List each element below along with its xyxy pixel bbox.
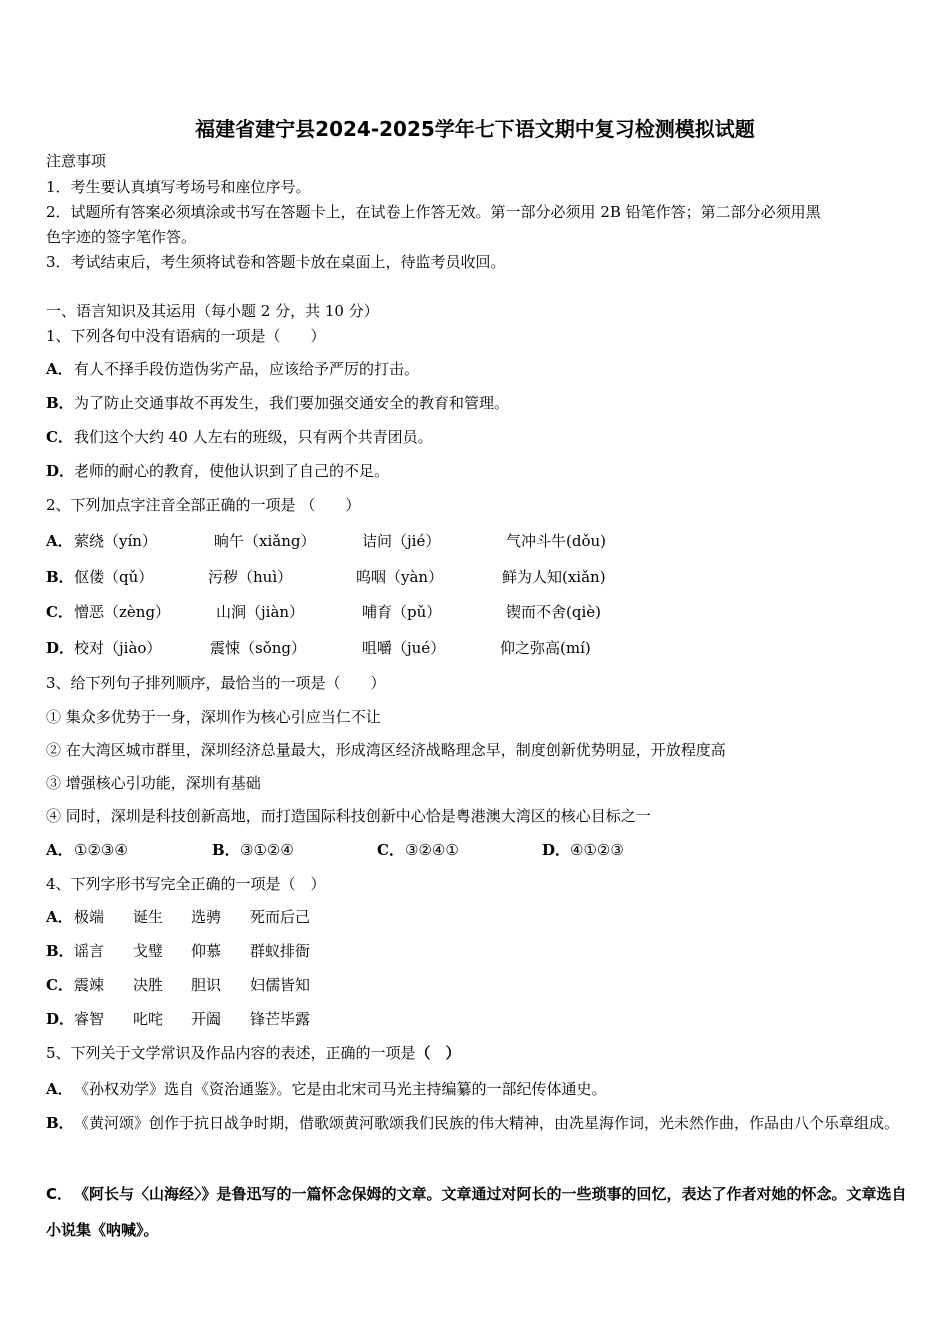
notice-item: 2．试题所有答案必须填涂或书写在答题卡上，在试卷上作答无效。第一部分必须用 2B 铅笔作答；第二部分必须用黑 xyxy=(46,203,821,221)
option-label: B． xyxy=(212,841,240,859)
notice-item: 1．考生要认真填写考场号和座位序号。 xyxy=(46,178,311,196)
option-label: C． xyxy=(377,841,404,859)
option-label: D． xyxy=(46,639,75,657)
option-label: C． xyxy=(46,603,73,621)
notice-item: 3．考试结束后，考生须将试卷和答题卡放在桌面上，待监考员收回。 xyxy=(46,253,506,271)
q4-row-b xyxy=(46,941,74,961)
q4-word: 仰慕 xyxy=(191,942,222,960)
option-label: C． xyxy=(46,976,73,994)
q1-option-c xyxy=(46,427,433,447)
q4-row-a xyxy=(46,907,74,927)
q2-row-b-item: 伛偻（qǔ） xyxy=(74,568,154,586)
q4-word: 胆识 xyxy=(191,976,222,994)
q2-row-d-item: 咀嚼（jué） xyxy=(362,639,446,657)
notice-heading: 注意事项 xyxy=(46,152,107,170)
q3-option-d xyxy=(542,840,624,860)
q1-option-b xyxy=(46,393,509,413)
q2-row-d-item: 校对（jiào） xyxy=(74,639,162,657)
q2-row-a-item: 萦绕（yín） xyxy=(74,532,157,550)
q4-word: 锋芒毕露 xyxy=(250,1010,311,1028)
option-label: A． xyxy=(46,908,73,926)
q2-row-b-item: 鲜为人知(xiǎn) xyxy=(502,568,606,586)
option-label: A． xyxy=(46,1080,73,1098)
q2-row-b-item: 呜咽（yàn） xyxy=(356,568,444,586)
q4-word: 谣言 xyxy=(74,942,105,960)
question-2-stem: 2、下列加点字注音全部正确的一项是 （ ） xyxy=(46,496,361,514)
q3-option-a xyxy=(46,840,128,860)
q3-option-b xyxy=(212,840,294,860)
q4-row-c xyxy=(46,975,74,995)
option-label: B． xyxy=(46,394,74,412)
option-text: 有人不择手段仿造伪劣产品，应该给予严厉的打击。 xyxy=(74,360,420,378)
q2-row-c-item: 山涧（jiàn） xyxy=(216,603,305,621)
option-label: B． xyxy=(46,1114,74,1132)
q1-option-a xyxy=(46,359,419,379)
option-text: 我们这个大约 40 人左右的班级，只有两个共青团员。 xyxy=(74,428,433,446)
q3-sentence: ① 集众多优势于一身，深圳作为核心引应当仁不让 xyxy=(46,708,381,726)
option-text: 为了防止交通事故不再发生，我们要加强交通安全的教育和管理。 xyxy=(74,394,510,412)
q4-word: 死而后己 xyxy=(250,908,311,926)
option-label: B． xyxy=(46,568,74,586)
q5-option-c xyxy=(46,1176,908,1248)
q2-row-b-label xyxy=(46,567,74,587)
q2-row-a-item: 晌午（xiǎng） xyxy=(214,532,316,550)
option-text: ③①②④ xyxy=(240,841,294,859)
option-text: 《孙权劝学》选自《资治通鉴》。它是由北宋司马光主持编纂的一部纪传体通史。 xyxy=(74,1080,607,1098)
option-text: ①②③④ xyxy=(74,841,128,859)
q2-row-c-item: 憎恶（zèng） xyxy=(74,603,171,621)
option-label: A． xyxy=(46,841,73,859)
q4-word: 决胜 xyxy=(133,976,164,994)
q2-row-c-item: 哺育（pǔ） xyxy=(362,603,442,621)
section-heading: 一、语言知识及其运用（每小题 2 分，共 10 分） xyxy=(46,302,379,320)
q4-word: 极端 xyxy=(74,908,105,926)
option-text: 《黄河颂》创作于抗日战争时期，借歌颂黄河歌颂我们民族的伟大精神，由冼星海作词，光未然作曲，作品由八个乐章组成。 xyxy=(74,1114,900,1132)
q5-option-b xyxy=(46,1105,908,1141)
q4-word: 开阖 xyxy=(191,1010,222,1028)
q2-row-d-item: 仰之弥高(mí) xyxy=(500,639,591,657)
question-4-stem: 4、下列字形书写完全正确的一项是（ ） xyxy=(46,875,326,893)
q4-word: 诞生 xyxy=(133,908,164,926)
q4-word: 选骋 xyxy=(191,908,222,926)
q4-word: 震竦 xyxy=(74,976,105,994)
q4-word: 妇儒皆知 xyxy=(250,976,311,994)
q3-sentence: ④ 同时，深圳是科技创新高地，而打造国际科技创新中心恰是粤港澳大湾区的核心目标之一 xyxy=(46,807,651,825)
option-label: C． xyxy=(46,428,73,446)
q4-word: 戈璧 xyxy=(133,942,164,960)
q2-row-c-label xyxy=(46,602,74,622)
q5-option-a xyxy=(46,1079,607,1099)
q4-word: 群蚁排衙 xyxy=(250,942,311,960)
option-label: D． xyxy=(46,1010,75,1028)
option-label: D． xyxy=(46,462,75,480)
q2-row-a-item: 诘问（jié） xyxy=(362,532,441,550)
q2-row-d-label xyxy=(46,638,74,658)
option-text: ③②④① xyxy=(405,841,459,859)
q2-row-a-item: 气冲斗牛(dǒu) xyxy=(506,532,606,550)
option-text: ④①②③ xyxy=(570,841,624,859)
question-3-stem: 3、给下列句子排列顺序，最恰当的一项是（ ） xyxy=(46,674,386,692)
option-label: B． xyxy=(46,942,74,960)
q2-row-b-item: 污秽（huì） xyxy=(208,568,293,586)
question-5-stem xyxy=(46,1043,461,1063)
notice-item: 色字迹的签字笔作答。 xyxy=(46,228,197,246)
q2-row-d-item: 震悚（sǒng） xyxy=(210,639,306,657)
option-label: A． xyxy=(46,360,73,378)
q3-sentence: ③ 增强核心引功能，深圳有基础 xyxy=(46,774,261,792)
option-label: A． xyxy=(46,532,73,550)
page-title: 福建省建宁县2024-2025学年七下语文期中复习检测模拟试题 xyxy=(195,117,755,141)
stem-text: 5、下列关于文学常识及作品内容的表述，正确的一项是 xyxy=(46,1044,416,1062)
q4-word: 睿智 xyxy=(74,1010,105,1028)
question-1-stem: 1、下列各句中没有语病的一项是（ ） xyxy=(46,327,326,345)
option-text: 《阿长与〈山海经〉》是鲁迅写的一篇怀念保姆的文章。文章通过对阿长的一些琐事的回忆，表达了作者对她的怀念。文章选自小说集《呐喊》。 xyxy=(46,1185,907,1239)
q2-row-c-item: 锲而不舍(qiè) xyxy=(506,603,601,621)
option-label: D． xyxy=(542,841,571,859)
answer-paren: （ ） xyxy=(415,1044,461,1062)
q2-row-a-label xyxy=(46,531,74,551)
q1-option-d xyxy=(46,461,389,481)
option-text: 老师的耐心的教育，使他认识到了自己的不足。 xyxy=(74,462,390,480)
q3-option-c xyxy=(377,840,459,860)
q3-sentence: ② 在大湾区城市群里，深圳经济总量最大，形成湾区经济战略理念早，制度创新优势明显，开放程度高 xyxy=(46,741,726,759)
q4-row-d xyxy=(46,1009,74,1029)
q4-word: 叱咤 xyxy=(133,1010,164,1028)
option-label: C． xyxy=(46,1185,73,1203)
